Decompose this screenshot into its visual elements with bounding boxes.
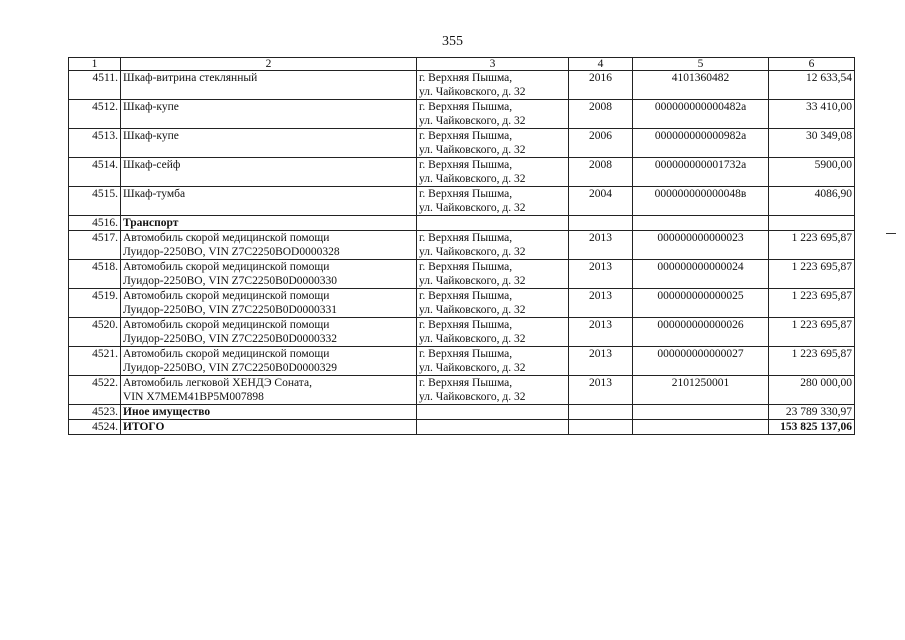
item-address [417,129,569,158]
item-name-line: Шкаф-купе [123,130,179,142]
empty-cell [417,420,569,435]
item-amount: 1 223 695,87 [769,231,855,260]
item-name-line: Автомобиль легковой ХЕНДЭ Соната, [123,377,312,389]
row-number: 4517. [69,231,121,260]
item-address [417,289,569,318]
row-number: 4518. [69,260,121,289]
table-row [69,347,855,376]
empty-cell [417,216,569,231]
column-number: 3 [417,58,569,71]
item-name [121,318,417,347]
item-name-line: VIN X7MEM41BP5M007898 [123,391,264,403]
item-address-line: ул. Чайковского, д. 32 [419,86,526,98]
item-address-line: г. Верхняя Пышма, [419,188,513,200]
item-address-line: г. Верхняя Пышма, [419,348,513,360]
row-number: 4519. [69,289,121,318]
item-inventory-number: 000000000000024 [633,260,769,289]
row-number: 4523. [69,405,121,420]
item-address-line: г. Верхняя Пышма, [419,159,513,171]
item-address-line: г. Верхняя Пышма, [419,130,513,142]
item-name [121,71,417,100]
item-inventory-number: 000000000000023 [633,231,769,260]
empty-cell [769,216,855,231]
item-address-line: г. Верхняя Пышма, [419,101,513,113]
empty-cell [417,405,569,420]
item-address-line: г. Верхняя Пышма, [419,319,513,331]
item-year: 2006 [569,129,633,158]
item-address-line: ул. Чайковского, д. 32 [419,144,526,156]
item-address [417,100,569,129]
item-address [417,347,569,376]
section-heading: Транспорт [121,216,417,231]
item-address [417,71,569,100]
table-row [69,289,855,318]
column-number: 1 [69,58,121,71]
column-number: 6 [769,58,855,71]
item-address [417,376,569,405]
row-number: 4521. [69,347,121,376]
table-row [69,376,855,405]
table-row [69,405,855,420]
item-name [121,376,417,405]
item-name-line: Луидор-2250ВО, VIN Z7C2250BOD0000328 [123,246,340,258]
item-amount: 1 223 695,87 [769,260,855,289]
item-address-line: г. Верхняя Пышма, [419,261,513,273]
item-amount: 1 223 695,87 [769,347,855,376]
item-address [417,318,569,347]
item-address [417,187,569,216]
summary-label: Иное имущество [121,405,417,420]
item-address [417,231,569,260]
empty-cell [569,216,633,231]
column-number: 4 [569,58,633,71]
page-number: 355 [442,34,463,49]
item-address-line: ул. Чайковского, д. 32 [419,275,526,287]
empty-cell [633,216,769,231]
item-year: 2016 [569,71,633,100]
item-name [121,100,417,129]
item-name [121,347,417,376]
table-row [69,216,855,231]
item-year: 2013 [569,231,633,260]
item-name-line: Автомобиль скорой медицинской помощи [123,319,330,331]
row-number: 4514. [69,158,121,187]
item-inventory-number: 000000000000048в [633,187,769,216]
item-address-line: г. Верхняя Пышма, [419,72,513,84]
item-name-line: Автомобиль скорой медицинской помощи [123,261,330,273]
column-number: 5 [633,58,769,71]
item-year: 2013 [569,347,633,376]
item-name-line: Шкаф-тумба [123,188,186,200]
summary-amount: 23 789 330,97 [769,405,855,420]
row-number: 4520. [69,318,121,347]
item-address-line: ул. Чайковского, д. 32 [419,391,526,403]
item-name-line: Луидор-2250ВО, VIN Z7C2250B0D0000329 [123,362,338,374]
table-row [69,71,855,100]
empty-cell [633,420,769,435]
item-amount: 1 223 695,87 [769,318,855,347]
item-year: 2013 [569,260,633,289]
item-amount: 1 223 695,87 [769,289,855,318]
item-year: 2013 [569,289,633,318]
empty-cell [569,420,633,435]
item-year: 2013 [569,376,633,405]
item-amount: 33 410,00 [769,100,855,129]
item-address-line: ул. Чайковского, д. 32 [419,202,526,214]
item-amount: 30 349,08 [769,129,855,158]
row-number: 4516. [69,216,121,231]
row-number: 4515. [69,187,121,216]
item-name-line: Автомобиль скорой медицинской помощи [123,348,330,360]
item-address-line: ул. Чайковского, д. 32 [419,333,526,345]
margin-mark [886,233,896,234]
item-name [121,289,417,318]
item-name [121,260,417,289]
item-year: 2004 [569,187,633,216]
item-address-line: ул. Чайковского, д. 32 [419,246,526,258]
row-number: 4512. [69,100,121,129]
column-number: 2 [121,58,417,71]
item-amount: 12 633,54 [769,71,855,100]
item-name-line: Автомобиль скорой медицинской помощи [123,290,330,302]
item-address-line: ул. Чайковского, д. 32 [419,115,526,127]
row-number: 4513. [69,129,121,158]
item-address [417,158,569,187]
item-address-line: ул. Чайковского, д. 32 [419,304,526,316]
summary-label: ИТОГО [121,420,417,435]
item-name-line: Шкаф-купе [123,101,179,113]
empty-cell [633,405,769,420]
table-row [69,158,855,187]
table-row [69,318,855,347]
item-inventory-number: 000000000000026 [633,318,769,347]
item-inventory-number: 000000000000025 [633,289,769,318]
item-inventory-number: 2101250001 [633,376,769,405]
item-name-line: Луидор-2250ВО, VIN Z7C2250B0D0000331 [123,304,338,316]
item-address-line: г. Верхняя Пышма, [419,377,513,389]
item-year: 2008 [569,158,633,187]
item-address-line: ул. Чайковского, д. 32 [419,173,526,185]
item-inventory-number: 4101360482 [633,71,769,100]
item-name [121,158,417,187]
row-number: 4522. [69,376,121,405]
table-row [69,260,855,289]
table-row [69,231,855,260]
item-address-line: г. Верхняя Пышма, [419,290,513,302]
property-registry-table [68,57,855,435]
item-name-line: Шкаф-сейф [123,159,181,171]
item-inventory-number: 000000000000482а [633,100,769,129]
item-name-line: Луидор-2250ВО, VIN Z7C2250B0D0000330 [123,275,338,287]
item-inventory-number: 000000000001732а [633,158,769,187]
item-inventory-number: 000000000000027 [633,347,769,376]
table-row [69,100,855,129]
item-name-line: Автомобиль скорой медицинской помощи [123,232,330,244]
item-name [121,129,417,158]
item-name-line: Луидор-2250ВО, VIN Z7C2250B0D0000332 [123,333,338,345]
row-number: 4524. [69,420,121,435]
table-row [69,420,855,435]
empty-cell [569,405,633,420]
item-name-line: Шкаф-витрина стеклянный [123,72,258,84]
item-address-line: г. Верхняя Пышма, [419,232,513,244]
item-inventory-number: 000000000000982а [633,129,769,158]
item-amount: 4086,90 [769,187,855,216]
item-year: 2013 [569,318,633,347]
item-year: 2008 [569,100,633,129]
column-number-row [69,58,855,71]
row-number: 4511. [69,71,121,100]
item-name [121,231,417,260]
item-amount: 280 000,00 [769,376,855,405]
item-name [121,187,417,216]
item-amount: 5900,00 [769,158,855,187]
summary-amount: 153 825 137,06 [769,420,855,435]
table-row [69,187,855,216]
item-address-line: ул. Чайковского, д. 32 [419,362,526,374]
item-address [417,260,569,289]
table-row [69,129,855,158]
